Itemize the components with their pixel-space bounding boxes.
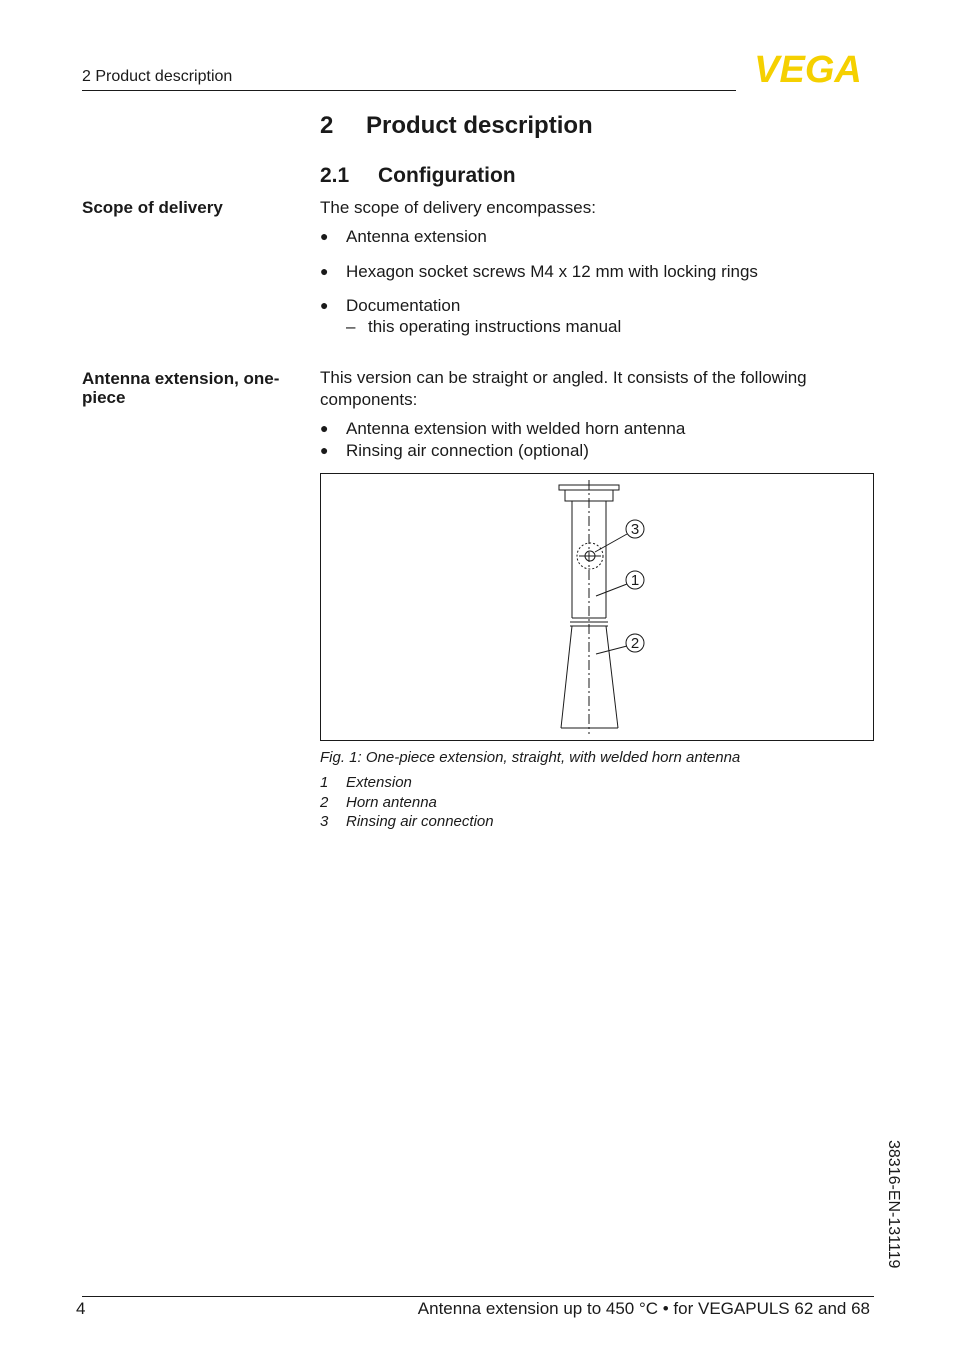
vega-logo-text: VEGA xyxy=(754,52,862,84)
bullet-icon: ● xyxy=(320,297,329,313)
legend-number: 2 xyxy=(320,794,329,811)
chapter-number: 2 xyxy=(320,112,334,139)
bullet-icon: ● xyxy=(320,228,329,244)
list-item xyxy=(320,417,685,440)
footer-title: Antenna extension up to 450 °C • for VEGAPULS 62 and 68 xyxy=(417,1299,870,1318)
callout-3: 3 xyxy=(630,521,640,538)
legend-text: Rinsing air connection xyxy=(346,813,494,830)
bullet-icon: ● xyxy=(320,263,329,279)
list-item xyxy=(320,260,758,283)
dash-icon: – xyxy=(346,317,356,336)
list-item-text: Rinsing air connection (optional) xyxy=(346,441,589,460)
document-number: 38316-EN-131119 xyxy=(885,1140,902,1269)
list-item-text: Antenna extension xyxy=(346,227,487,246)
antenna-drawing xyxy=(321,474,873,740)
footer-rule xyxy=(82,1296,874,1297)
list-item-text: Documentation xyxy=(346,296,461,315)
leader-line-2 xyxy=(596,646,627,654)
legend-item xyxy=(320,794,437,811)
bullet-icon: ● xyxy=(320,442,329,458)
running-header: 2 Product description xyxy=(82,68,233,85)
scope-side-label: Scope of delivery xyxy=(82,198,223,217)
header-rule xyxy=(82,90,736,91)
page-number: 4 xyxy=(76,1299,86,1318)
callout-2: 2 xyxy=(630,635,640,652)
list-item-text: Hexagon socket screws M4 x 12 mm with locking rings xyxy=(346,262,758,281)
legend-number: 1 xyxy=(320,774,329,791)
sub-list-item-text: this operating instructions manual xyxy=(368,317,622,336)
onepiece-side-label: Antenna extension, one-piece xyxy=(82,369,280,407)
horn-left-edge xyxy=(561,626,572,728)
onepiece-intro: This version can be straight or angled. It consists of the following components: xyxy=(320,368,807,409)
list-item xyxy=(320,294,460,317)
legend-text: Extension xyxy=(346,774,412,791)
leader-line-1 xyxy=(596,584,627,596)
sub-list-item xyxy=(346,316,621,338)
legend-number: 3 xyxy=(320,813,329,830)
scope-intro: The scope of delivery encompasses: xyxy=(320,198,596,217)
section-title: Configuration xyxy=(378,164,516,187)
list-item xyxy=(320,439,589,462)
figure-frame xyxy=(320,473,874,741)
leader-line-3 xyxy=(595,534,627,552)
list-item-text: Antenna extension with welded horn antenna xyxy=(346,419,686,438)
figure-caption: Fig. 1: One-piece extension, straight, with welded horn antenna xyxy=(320,749,741,766)
horn-right-edge xyxy=(606,626,618,728)
vega-logo xyxy=(742,52,874,84)
bullet-icon: ● xyxy=(320,420,329,436)
chapter-heading xyxy=(320,112,593,140)
section-number: 2.1 xyxy=(320,164,350,187)
chapter-title: Product description xyxy=(366,112,593,139)
legend-item xyxy=(320,774,412,791)
legend-text: Horn antenna xyxy=(346,794,437,811)
callout-1: 1 xyxy=(630,572,640,589)
section-heading xyxy=(320,164,516,188)
list-item xyxy=(320,225,487,248)
legend-item xyxy=(320,813,494,830)
